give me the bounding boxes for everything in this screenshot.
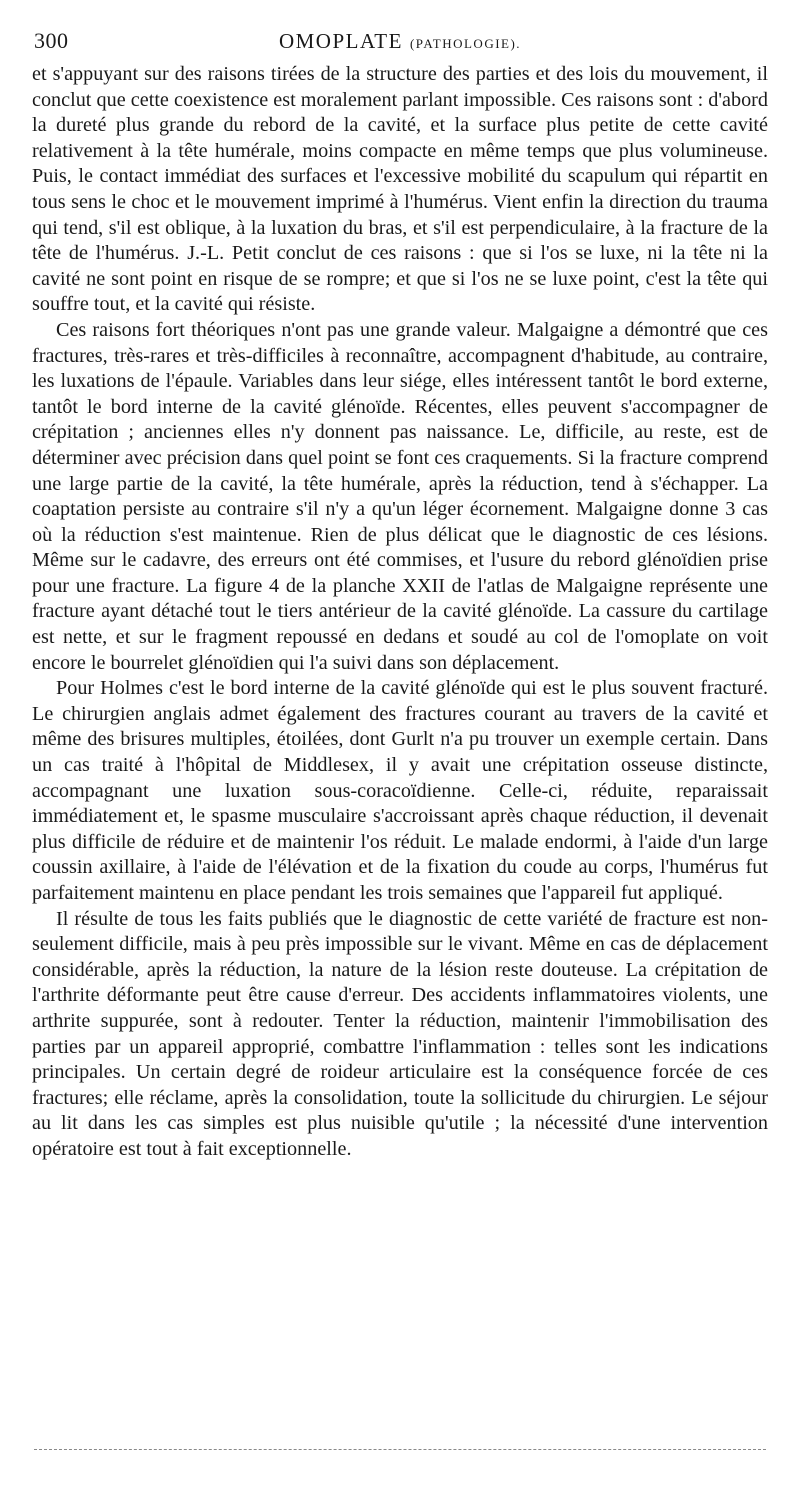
paragraph-4: Il résulte de tous les faits publiés que le diagnostic de cette variété de fracture est non-seulement difficile, mais à peu près impossible sur le vivant. Même en cas de déplacement considérable, après la réduction, la nature de la lésion reste douteuse. La crépitation de l'arthrite déformante peut être cause d'erreur. Des accidents inflammatoires violents, une arthrite suppurée, sont à redouter. Tenter la réduction, maintenir l'immobilisation des parties par un appareil approprié, combattre l'inflammation : telles sont les indications principales. Un certain degré de roideur articulaire est la conséquence forcée de ces fractures; elle réclame, après la consolidation, toute la sollicitude du chirurgien. Le séjour au lit dans les cas simples est plus nuisible qu'utile ; la nécessité d'une intervention opératoire est tout à fait exceptionnelle. — [32, 907, 768, 1160]
paragraph-2: Ces raisons fort théoriques n'ont pas une grande valeur. Malgaigne a démontré que ces fractures, très-rares et très-difficiles à reconnaître, accompagnent d'habitude, au contraire, les luxations de l'épaule. Variables dans leur siége, elles intéressent tantôt le bord externe, tantôt le bord interne de la cavité glénoïde. Récentes, elles peuvent s'accompagner de crépitation ; anciennes elles n'y donnent pas naissance. Le, difficile, au reste, est de déterminer avec précision dans quel point se font ces craquements. Si la fracture comprend une large partie de la cavité, la tête humérale, après la réduction, tend à s'échapper. La coaptation persiste au contraire s'il n'y a qu'un léger écornement. Malgaigne donne 3 cas où la réduction s'est maintenue. Rien de plus délicat que le diagnostic de ces lésions. Même sur le cadavre, des erreurs ont été commises, et l'usure du rebord glénoïdien prise pour une fracture. La figure 4 de la planche XXII de l'atlas de Malgaigne représente une fracture ayant détaché tout le tiers antérieur de la cavité glénoïde. La cassure du cartilage est nette, et sur le fragment repoussé en dedans et soudé au col de l'omoplate on voit encore le bourrelet glénoïdien qui l'a suivi dans son déplacement. — [32, 318, 768, 674]
paragraph-3: Pour Holmes c'est le bord interne de la cavité glénoïde qui est le plus souvent fracturé. Le chirurgien anglais admet également des fractures courant au travers de la cavité et même des brisures multiples, étoilées, dont Gurlt n'a pu trouver un exemple certain. Dans un cas traité à l'hôpital de Middlesex, il y avait une crépitation osseuse distincte, accompagnant une luxation sous-coracoïdienne. Celle-ci, réduite, reparaissait immédiatement et, le spasme musculaire s'accroissant après chaque réduction, il devenait plus difficile de réduire et de maintenir l'os réduit. Le malade endormi, à l'aide d'un large coussin axillaire, à l'aide de l'élévation et de la fixation du coude au corps, l'humérus fut parfaitement maintenu en place pendant les trois semaines que l'appareil fut appliqué. — [32, 677, 768, 904]
page-number: 300 — [34, 28, 69, 53]
page — [32, 26, 768, 1163]
footer-rule — [34, 1449, 766, 1450]
body-text — [32, 62, 768, 1163]
running-title-main: OMOPLATE — [278, 29, 403, 53]
running-title — [32, 26, 768, 59]
running-title-sub: (PATHOLOGIE). — [409, 36, 522, 51]
running-head — [32, 26, 768, 60]
paragraph-1: et s'appuyant sur des raisons tirées de la structure des parties et des lois du mouvement, il conclut que cette coexistence est moralement parlant impossible. Ces raisons sont : d'abord la dureté plus grande du rebord de la cavité, et la surface plus petite de cette cavité relativement à la tête humérale, moins compacte en même temps que plus volumineuse. Puis, le contact immédiat des surfaces et l'excessive mobilité du scapulum qui répartit en tous sens le choc et le mouvement imprimé à l'humérus. Vient enfin la direction du trauma qui tend, s'il est oblique, à la luxation du bras, et s'il est perpendiculaire, à la fracture de la tête de l'humérus. J.-L. Petit conclut de ces raisons : que si l'os se luxe, ni la tête ni la cavité ne sont point en risque de se rompre; et que si l'os ne se luxe point, c'est la tête qui souffre tout, et la cavité qui résiste. — [32, 63, 768, 316]
